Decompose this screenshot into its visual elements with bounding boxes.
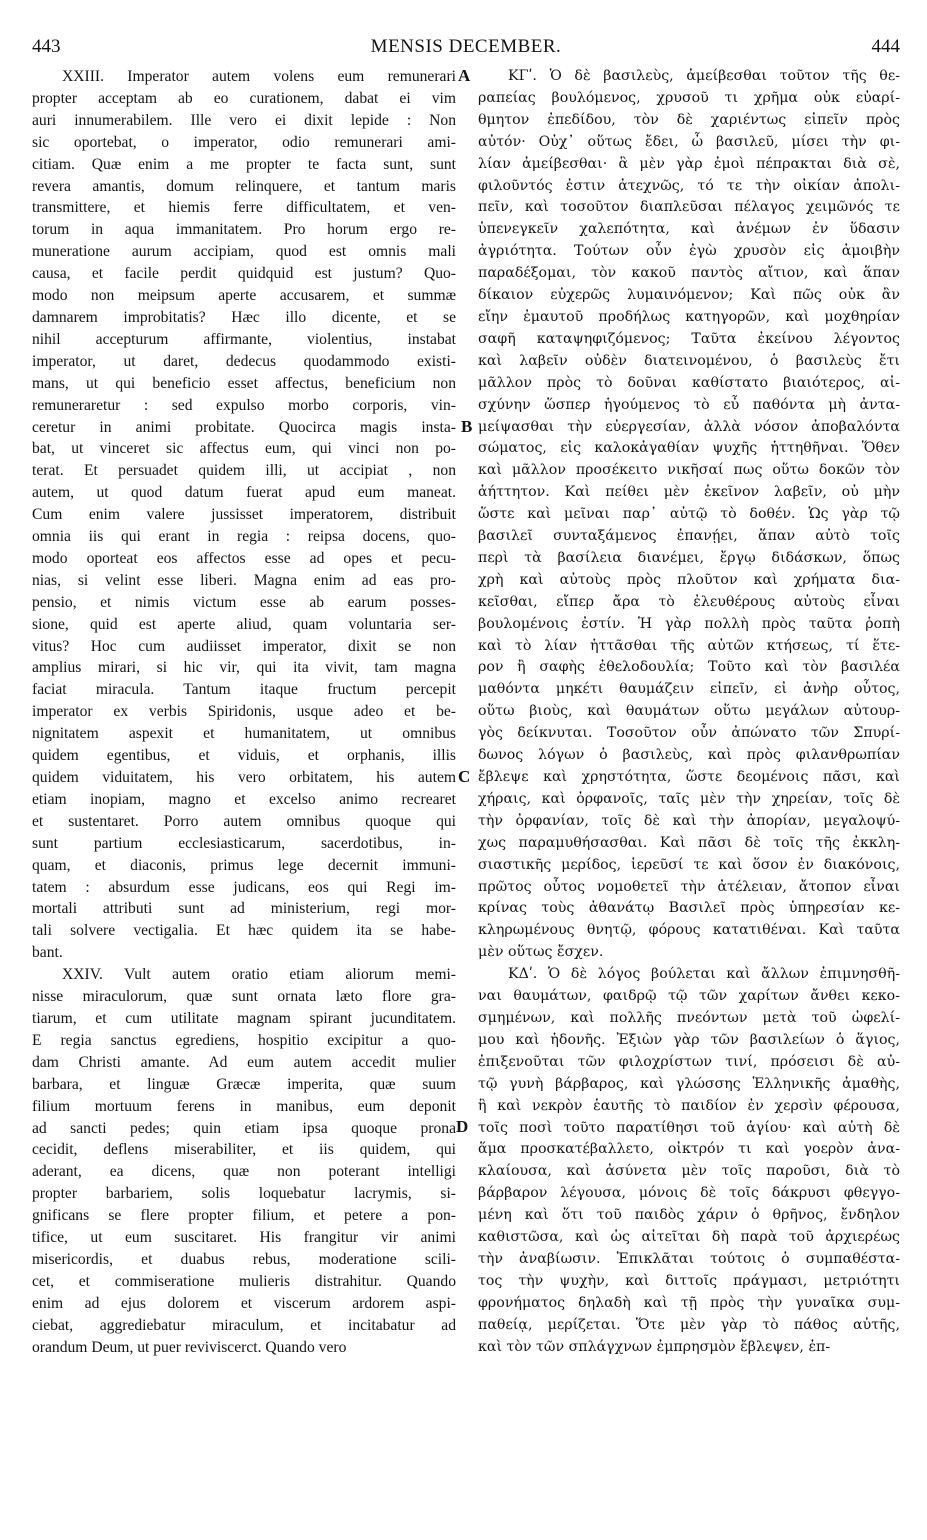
latin-text-line: sione, quid est aperte aliud, quam voluntaria ser- <box>32 615 456 633</box>
latin-text-line: enim ad ejus dolorem et viscerum ardorem aspi- <box>32 1294 456 1312</box>
latin-text-line: mans, ut qui beneficio esset affectus, beneficium non <box>32 374 456 392</box>
greek-text-line: γὸς δείκνυται. Τοσοῦτον οὖν ἀπώνατο τῶν Σπυρί- <box>478 725 900 742</box>
latin-text-line: propter acceptam ab eo curationem, dabat ei vim <box>32 89 456 107</box>
greek-text-line: σμημένων, καὶ πολλῆς πνεόντων μετὰ τοῦ ὠφελί- <box>478 1009 900 1026</box>
latin-text-line: mortali attributi sunt ad ministerium, regi mor- <box>32 900 456 918</box>
page-number-right: 444 <box>871 36 900 57</box>
latin-text-line: revera amantis, domum relinquere, et tantum maris <box>32 177 456 195</box>
latin-text-line: omnia iis qui erant in regia : reipsa docens, quo- <box>32 528 456 546</box>
greek-text-line: χήραις, καὶ ὀρφανοῖς, ταῖς μὲν τὴν χηρείαν, τοῖς δὲ <box>478 790 900 807</box>
latin-text-line: sunt partium ecclesiasticarum, sacerdotibus, in- <box>32 834 456 852</box>
greek-text-line: τῷ γυνὴ βάρβαρος, καὶ γλώσσης Ἑλληνικῆς ἀμαθὴς, <box>478 1075 900 1092</box>
latin-text-line: terat. Et persuadet quidem illi, ut accipiat , non <box>32 462 456 480</box>
greek-text-line: μείψασθαι τὴν εὐεργεσίαν, ἀλλὰ νόσον ἀποβαλόντα <box>478 418 900 435</box>
latin-text-line: quam, et diaconis, primus lege decernit immuni- <box>32 856 456 874</box>
latin-text-line: aderant, ea dicens, quæ non poterant intelligi <box>32 1163 456 1181</box>
latin-text-line: tatem : absurdum esse judicans, eos qui Regi im- <box>32 878 456 896</box>
latin-text-line: quidem viduitatem, his vero orbitatem, his autem <box>32 769 456 786</box>
latin-column <box>32 66 456 1358</box>
latin-text-line: modo non meipsum aperte accusarem, et summæ <box>32 287 456 305</box>
greek-text-line: ΚΔʹ. Ὁ δὲ λόγος βούλεται καὶ ἄλλων ἐπιμνησθῆ- <box>508 966 900 983</box>
greek-text-line: μένη καὶ ὅτι τοῦ παιδὸς χάριν ὁ θρῆνος, ἔνδηλον <box>478 1207 900 1224</box>
greek-text-line: παθείᾳ, μερίζεται. Ὅτε μὲν γὰρ τὸ πάθος αὐτῆς, <box>478 1316 900 1333</box>
greek-text-line: κεῖσθαι, εἴπερ ἄρα τὸ ἐλευθέρους αὐτοὺς εἶναι <box>478 593 900 610</box>
greek-text-line: τὴν ἀναβίωσιν. Ἐπικλᾶται τούτοις ὁ συμπαθέστα- <box>478 1250 900 1267</box>
greek-text-line: καὶ μᾶλλον προσέκειτο νικῆσαί πως οὕτω δοκῶν τὸν <box>478 462 900 479</box>
greek-text-line: ἅμα προσκατέβαλλετο, οἰκτρόν τι καὶ γοερὸν ἀνα- <box>478 1141 900 1158</box>
latin-text-line: citiam. Quæ enim a me propter te facta sunt, sunt <box>32 155 456 173</box>
latin-text-line: ceretur in animi probitate. Quocirca magis insta- <box>32 418 456 436</box>
greek-text-line: αὐτόν· Οὐχ᾽ οὕτως ἔδει, ὦ βασιλεῦ, μίσει τὴν φι- <box>478 133 900 150</box>
latin-text-line: ad sancti pedes; quin etiam ipsa quoque prona <box>32 1119 456 1137</box>
latin-text-line: cet, et commiseratione mulieris distrahitur. Quando <box>32 1272 456 1290</box>
latin-text-line: XXIV. Vult autem oratio etiam aliorum memi- <box>62 966 456 984</box>
page-number-left: 443 <box>32 36 61 57</box>
latin-text-line: et sustentaret. Porro autem omnibus quoque qui <box>32 812 456 830</box>
latin-text-line: tifice, ut eum suscitaret. His frangitur vir animi <box>32 1229 456 1247</box>
latin-text-line: XXIII. Imperator autem volens eum remunerari <box>62 68 456 85</box>
latin-text-line: bat, ut vinceret sic affectus eum, qui vinci non po- <box>32 440 456 458</box>
latin-text-line: bant. <box>32 944 63 962</box>
latin-text-line: causa, et facile perdit quidquid est justum? Quo- <box>32 265 456 283</box>
latin-text-line: sic oportebat, o imperator, odio remunerari ami- <box>32 133 456 151</box>
greek-text-line: ΚΓʹ. Ὁ δὲ βασιλεὺς, ἀμείβεσθαι τοῦτον τῆς θε- <box>508 68 900 84</box>
latin-text-line: imperator, ut daret, dedecus quodammodo existi- <box>32 352 456 370</box>
greek-text-line: ρον ἢ σαφὴς ἐθελοδουλία; Τοῦτο καὶ τὸν βασιλέα <box>478 659 900 676</box>
latin-text-line: E regia sanctus egrediens, hospitio excipitur a quo- <box>32 1031 456 1049</box>
latin-text-line: imperator ex verbis Spiridonis, usque adeo et be- <box>32 703 456 721</box>
greek-text-line: θμητον ἐπεδίδου, τὸν δὲ χαριέντως εἰπεῖν πρὸς <box>478 111 900 128</box>
greek-text-line: τὴν ὀρφανίαν, τοῖς δὲ καὶ τὴν ἀπορίαν, μεγαλοψύ- <box>478 812 900 829</box>
greek-text-line: δίκαιον εὐχερῶς λυμαινόμενον; Καὶ πῶς οὐκ ἂν <box>478 287 900 304</box>
section-marker-a: A <box>458 66 471 85</box>
latin-text-line: nias, si velint esse liberi. Magna enim ad eas pro- <box>32 571 456 589</box>
greek-text-line: μὲν οὕτως ἔσχεν. <box>478 944 604 961</box>
latin-text-line: remuneraretur : sed expulso morbo corporis, vin- <box>32 396 456 414</box>
latin-text-line: auri innumerabilem. Ille vero ei dixit lepide : Non <box>32 111 456 129</box>
greek-text-line: πεῖν, καὶ τοσοῦτον διαπλεῦσαι πέλαγος χειμῶνός τε <box>478 199 900 216</box>
latin-text-line: amplius mirari, si hic vir, qui ita vivit, tam magna <box>32 659 456 677</box>
latin-text-line: damnarem improbitatis? Hæc illo dicente, et se <box>32 308 456 326</box>
greek-text-line: πρῶτος οὗτος νομοθετεῖ τὴν ἀτέλειαν, ἄτοπον εἶναι <box>478 878 900 895</box>
greek-text-line: κληρωμένους θνητῷ, φόρους κατατιθέναι. Καὶ ταῦτα <box>478 922 900 939</box>
greek-text-line: μου καὶ ἡδονῆς. Ἐξιὼν γὰρ τῶν βασιλείων ὁ ἅγιος, <box>478 1031 900 1048</box>
greek-text-line: ὑπενεγκεῖν χαλεπότητα, καὶ ἀνέμων ἐν ὕδασιν <box>478 221 900 238</box>
latin-text-line: quidem egentibus, et viduis, et orphanis, illis <box>32 747 456 765</box>
greek-text-line: χρὴ καὶ αὐτοὺς πρὸς πλοῦτον καὶ χρήματα δια- <box>478 571 900 588</box>
greek-text-line: σώματος, εἰς καλοκἀγαθίαν ψυχῆς ἡττηθῆναι. Ὅθεν <box>478 440 900 457</box>
greek-text-line: ραπείας βουλόμενος, χρυσοῦ τι χρῆμα οὐκ εὐαρί- <box>478 89 900 106</box>
latin-text-line: faciat miracula. Tantum itaque fructum percepit <box>32 681 456 699</box>
running-title: MENSIS DECEMBER. <box>370 36 562 57</box>
latin-text-line: tali solvere vectigalia. Et hæc quidem ita se habe- <box>32 922 456 940</box>
latin-text-line: autem, ut quod datum fuerat apud eum maneat. <box>32 484 456 502</box>
page-header <box>32 36 900 64</box>
greek-text-line: ἀήττητον. Καὶ πείθει μὲν ἐκεῖνον λαβεῖν, οὐ μὴν <box>478 484 900 501</box>
latin-text-line: filium mortuum ferens in manibus, eum deponit <box>32 1097 456 1115</box>
greek-text-line: φιλοῦντός ἐστιν ἀτεχνῶς, τό τε τὴν οἰκίαν ἀπολι- <box>478 177 900 194</box>
latin-text-line: propter barbariem, solis loquebatur lacrymis, si- <box>32 1185 456 1203</box>
greek-text-line: καὶ τὸν τῶν σπλάγχνων ἐμπρησμὸν ἔβλεψεν, ἐπ- <box>478 1338 831 1355</box>
section-marker-c: C <box>458 767 471 786</box>
greek-text-line: ὥστε καὶ μεῖναι παρ᾽ αὐτῷ τὸ δοθέν. Ὡς γὰρ τῷ <box>478 506 900 523</box>
greek-text-line: παραδέξομαι, τὸν κακοῦ παντὸς αἴτιον, καὶ ἅπαν <box>478 265 900 282</box>
latin-text-line: transmittere, et hiemis ferre difficultatem, et ven- <box>32 199 456 217</box>
greek-column <box>478 66 900 1358</box>
latin-text-line: nihil accepturum affirmante, violentius, instabat <box>32 330 456 348</box>
greek-text-line: ἀγριότητα. Τούτων οὖν ἐγὼ χρυσὸν εἰς ἀμοιβὴν <box>478 243 900 260</box>
latin-text-line: orandum Deum, ut puer reviviscerct. Quando vero <box>32 1338 347 1356</box>
greek-text-line: οὕτω βιοὺς, καὶ θαυμάτων οὕτω μεγάλων αὐτουρ- <box>478 703 900 720</box>
section-marker-d: D <box>456 1117 469 1136</box>
latin-text-line: Cum enim valere jussisset imperatorem, distribuit <box>32 506 456 524</box>
latin-text-line: muneratione aurum accipiam, quod est omnis mali <box>32 243 456 261</box>
greek-text-line: μαθόντα μηκέτι θαυμάζειν εἰπεῖν, εἰ ἀνὴρ οὗτος, <box>478 681 900 698</box>
greek-text-line: σχύνην ὥσπερ ἡγούμενος τὸ εὖ παθόντα μὴ ἀντα- <box>478 396 900 413</box>
greek-text-line: λίαν ἀμείβεσθαι· ἃ μὲν γὰρ ἐμοὶ πέπρακται διὰ σὲ, <box>478 155 900 172</box>
latin-text-line: gnificans se flere propter filium, et petere a pon- <box>32 1207 456 1225</box>
latin-text-line: tiarum, et cum utilitate magnam spirant jucunditatem. <box>32 1009 456 1027</box>
latin-text-line: dam Christi amante. Ad eum autem accedit mulier <box>32 1053 456 1071</box>
greek-text-line: καθιστῶσα, καὶ ὡς αἰτεῖται δὴ παρὰ τοῦ ἀρχιερέως <box>478 1229 900 1246</box>
greek-text-line: τοῖς ποσὶ τοῦτο παρατίθησι τοῦ ἁγίου· καὶ αὐτὴ δὲ <box>478 1119 900 1136</box>
greek-text-line: καὶ τὸ λίαν ἡττᾶσθαι τῆς αὐτῶν κτήσεως, τί ἕτε- <box>478 637 900 654</box>
greek-text-line: τος τὴν ψυχὴν, καὶ διττοῖς πράγμασι, μετριότητι <box>478 1272 900 1289</box>
latin-text-line: barbara, et linguæ Græcæ imperita, quæ suum <box>32 1075 456 1093</box>
latin-text-line: nisse miraculorum, quæ sunt ornata læto flore gra- <box>32 988 456 1006</box>
greek-text-line: ἔβλεψε καὶ χρηστότητα, ὥστε δεομένοις πᾶσι, καὶ <box>478 769 900 785</box>
greek-text-line: σαφῆ καταψηφιζόμενος; Ταῦτα ἐκείνου λέγοντος <box>478 330 900 347</box>
greek-text-line: ἣ καὶ νεκρὸν ἑαυτῆς τὸ παιδίον ἐν χερσὶν φέρουσα, <box>478 1097 900 1114</box>
section-marker-b: B <box>461 417 473 436</box>
latin-text-line: etiam inopiam, magno et excelso animo recrearet <box>32 790 456 808</box>
greek-text-line: σιαστικῆς μερίδος, ἱερεῦσί τε καὶ ὅσον ἐν διακόνοις, <box>478 856 900 873</box>
latin-text-line: vitus? Hoc cum audiisset imperator, dixit se non <box>32 637 456 655</box>
latin-text-line: pensio, et nimis victum esse ab earum posses- <box>32 593 456 611</box>
latin-text-line: torum in aqua immanitatem. Pro horum ergo re- <box>32 221 456 239</box>
greek-text-line: ἐπιξενοῦται τῶν φιλοχρίστων τινί, πρόσεισι δὲ αὐ- <box>478 1053 900 1070</box>
latin-text-line: nignitatem aspexit et humanitatem, ut omnibus <box>32 725 456 743</box>
greek-text-line: βασιλεῖ συνταξάμενος ἐπανῄει, ἅπαν αὐτὸ τοῖς <box>478 528 900 545</box>
greek-text-line: βάρβαρον λέγουσα, μόνοις δὲ τοῖς δάκρυσι φθεγγο- <box>478 1185 900 1202</box>
greek-text-line: καὶ λαβεῖν οὐδὲν διατεινομένου, ὁ βασιλεὺς ἔτι <box>478 352 900 369</box>
latin-text-line: modo oporteat eos affectos esse ad opes et pecu- <box>32 549 456 567</box>
latin-text-line: ciebat, aggrediebatur miraculum, et incitabatur ad <box>32 1316 456 1334</box>
latin-text-line: cecidit, deflens miserabiliter, et iis quidem, qui <box>32 1141 456 1159</box>
greek-text-line: κρίνας τοὺς ἀθανάτῳ Βασιλεῖ πρὸς ὑπηρεσίαν κε- <box>478 900 900 917</box>
greek-text-line: κλαίουσα, καὶ ἀσύνετα μὲν τοῖς παροῦσι, διὰ τὸ <box>478 1163 900 1180</box>
greek-text-line: μᾶλλον πρὸς τὸ δοῦναι καθίστατο βιαιότερος, αἰ- <box>478 374 900 391</box>
greek-text-line: δωνος λόγων ὁ βασιλεὺς, καὶ πρὸς φιλανθρωπίαν <box>478 747 900 764</box>
greek-text-line: φρονήματος δηλαδὴ καὶ τῇ πρὸς τὴν γυναῖκα συμ- <box>478 1294 900 1311</box>
greek-text-line: περὶ τὰ βασίλεια διανέμει, ἔργῳ διδάσκων, ὅπως <box>478 549 900 566</box>
greek-text-line: εἴην ἐμαυτοῦ προδήλως κατηγορῶν, καὶ μοχθηρίαν <box>478 308 900 325</box>
latin-text-line: misericordis, et duabus rebus, moderatione scili- <box>32 1250 456 1268</box>
greek-text-line: χως παραμυθήσασθαι. Καὶ πᾶσι δὲ τοῖς τῆς ἐκκλη- <box>478 834 900 851</box>
greek-text-line: ναι θαυμάτων, φαιδρῷ τῷ τῶν χαρίτων ἄνθει κεκο- <box>478 988 900 1005</box>
greek-text-line: βουλομένοις ἐστίν. Ἡ γὰρ πολλὴ πρὸς ταῦτα ῥοπὴ <box>478 615 900 632</box>
